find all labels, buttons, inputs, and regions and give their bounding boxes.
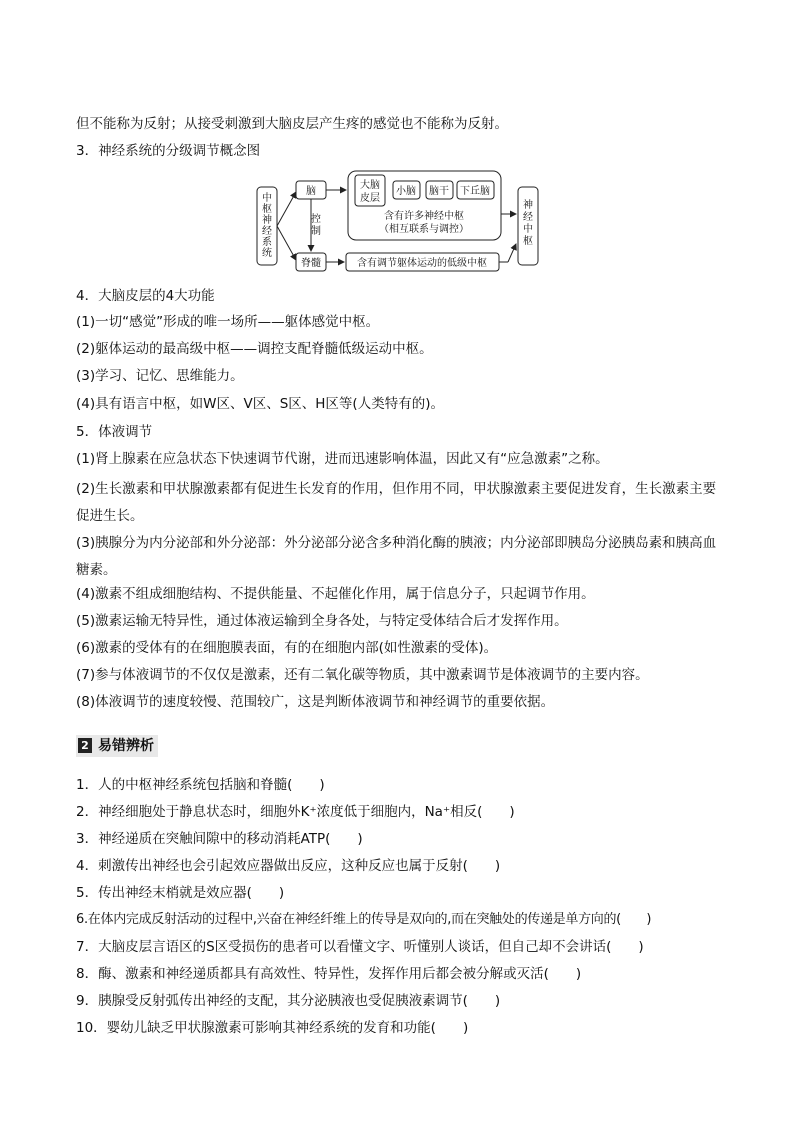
control-char-0: 控 (311, 214, 321, 225)
brainstem-label: 脑干 (429, 186, 449, 197)
intro-line: 但不能称为反射；从接受刺激到大脑皮层产生疼的感觉也不能称为反射。 (76, 116, 508, 132)
cortex-box (355, 175, 385, 206)
section5-item: (3)胰腺分为内分泌部和外分泌部：外分泌部分泌含多种消化酶的胰液；内分泌部即胰岛分泌胰岛素和胰高血糖素。 (76, 535, 717, 578)
nerve-char-2: 中 (523, 224, 533, 235)
section5-title: 5．体液调节 (76, 424, 153, 440)
control-char-1: 制 (311, 226, 321, 237)
section4-item: (1)一切“感觉”形成的唯一场所——躯体感觉中枢。 (76, 314, 380, 330)
section5-item: (4)激素不组成细胞结构、不提供能量、不起催化作用，属于信息分子，只起调节作用。 (76, 586, 595, 602)
hypothalamus-box (457, 181, 494, 199)
hypothalamus-label: 下丘脑 (460, 186, 490, 197)
question-item: 1．人的中枢神经系统包括脑和脊髓( ) (76, 777, 325, 793)
question-item: 9．胰腺受反射弧传出神经的支配，其分泌胰液也受促胰液素调节( ) (76, 993, 501, 1009)
nerve-char-0: 神 (523, 200, 533, 211)
brain-label: 脑 (306, 186, 316, 197)
cortex-label-1: 皮层 (360, 193, 380, 204)
part2-number: 2 (78, 738, 92, 753)
brain-parts-box (348, 171, 501, 240)
section5-item: (5)激素运输无特异性，通过体液运输到全身各处，与特定受体结合后才发挥作用。 (76, 613, 568, 629)
nerve-char-1: 经 (523, 212, 533, 223)
center-char-0: 中 (262, 193, 272, 204)
question-item: 7．大脑皮层言语区的S区受损伤的患者可以看懂文字、听懂别人谈话，但自己却不会讲话( ) (76, 939, 644, 955)
brain-box (296, 181, 326, 199)
section3-title: 3．神经系统的分级调节概念图 (76, 143, 261, 159)
cerebellum-box (393, 181, 420, 199)
section5-item: (7)参与体液调节的不仅仅是激素，还有二氧化碳等物质，其中激素调节是体液调节的主要内容。 (76, 667, 649, 683)
cerebellum-label: 小脑 (396, 186, 416, 197)
nerve-center-box (518, 187, 538, 265)
nerve-char-3: 枢 (523, 236, 533, 247)
center-char-4: 系 (262, 237, 272, 248)
many-centers-label: 含有许多神经中枢 (384, 211, 464, 222)
question-item: 4．刺激传出神经也会引起效应器做出反应，这种反应也属于反射( ) (76, 858, 501, 874)
section4-title: 4．大脑皮层的4大功能 (76, 288, 215, 304)
part2-title: 易错辨析 (98, 738, 154, 754)
question-item: 8．酶、激素和神经递质都具有高效性、特异性，发挥作用后都会被分解或灭活( ) (76, 966, 582, 982)
center-char-2: 神 (262, 215, 272, 226)
question-item: 10．婴幼儿缺乏甲状腺激素可影响其神经系统的发育和功能( ) (76, 1020, 469, 1036)
low-center-label: 含有调节躯体运动的低级中枢 (357, 258, 487, 269)
center-system-box (257, 187, 277, 265)
cortex-label-0: 大脑 (360, 180, 380, 191)
section5-item: (2)生长激素和甲状腺激素都有促进生长发育的作用，但作用不同，甲状腺激素主要促进发育，生长激素主要促进生长。 (76, 481, 717, 524)
center-char-1: 枢 (262, 204, 272, 215)
question-item: 5．传出神经末梢就是效应器( ) (76, 885, 285, 901)
center-char-3: 经 (262, 226, 272, 237)
section5-item: (8)体液调节的速度较慢、范围较广，这是判断体液调节和神经调节的重要依据。 (76, 694, 555, 710)
spinal-box (296, 253, 326, 271)
spinal-label: 脊髓 (301, 258, 321, 269)
brainstem-box (426, 181, 453, 199)
low-center-box (346, 253, 499, 271)
section4-item: (3)学习、记忆、思维能力。 (76, 368, 244, 384)
question-item: 6.在体内完成反射活动的过程中,兴奋在神经纤维上的传导是双向的,而在突触处的传递是单方向的( ) (76, 912, 652, 927)
question-item: 2．神经细胞处于静息状态时，细胞外K⁺浓度低于细胞内，Na⁺相反( ) (76, 804, 515, 820)
section5-item: (6)激素的受体有的在细胞膜表面，有的在细胞内部(如性激素的受体)。 (76, 640, 498, 656)
section4-item: (4)具有语言中枢，如W区、V区、S区、H区等(人类特有的)。 (76, 396, 444, 412)
section4-item: (2)躯体运动的最高级中枢——调控支配脊髓低级运动中枢。 (76, 341, 433, 357)
question-item: 3．神经递质在突触间隙中的移动消耗ATP( ) (76, 831, 363, 847)
section5-item: (1)肾上腺素在应急状态下快速调节代谢，进而迅速影响体温，因此又有“应急激素”之称。 (76, 451, 609, 467)
interact-label: （相互联系与调控） (379, 224, 469, 235)
center-char-5: 统 (262, 248, 272, 259)
